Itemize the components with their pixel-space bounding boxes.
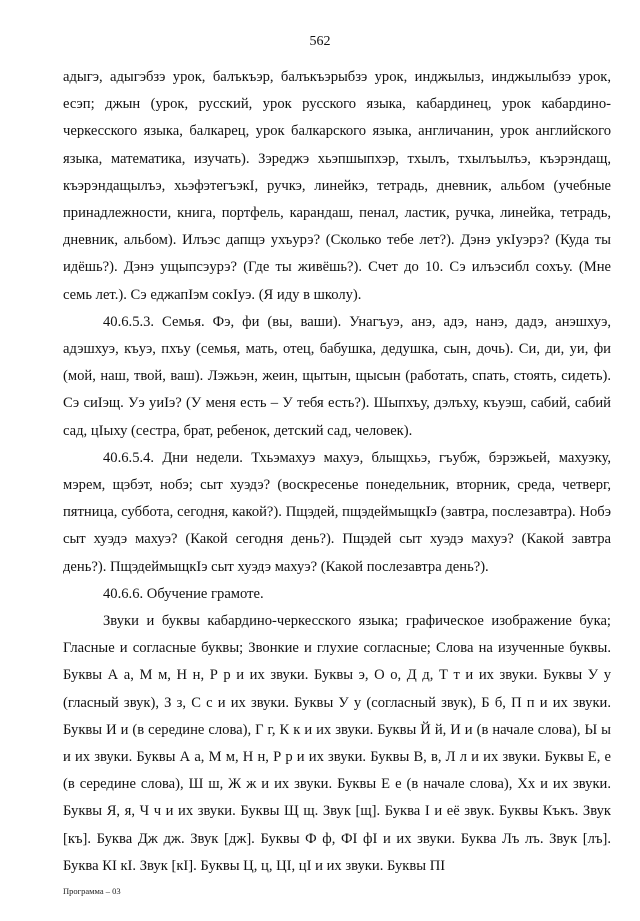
document-body: [63, 64, 611, 880]
paragraph-family: 40.6.5.3. Семья. Фэ, фи (вы, ваши). Унагъуэ, анэ, адэ, нанэ, дадэ, анэшхуэ, адэшхуэ, къуэ, пхъу (семья, мать, отец, бабушка, дедушка, сын, дочь). Си, ди, уи, фи (мой, наш, твой, ваш). Лэжьэн, жеин, щытын, щысын (работать, спать, стоять, сидеть). Сэ сиIэщ. Уэ уиIэ? (У меня есть – У тебя есть?). Шыпхъу, дэлъху, къуэш, сабий, сабий сад, цIыху (сестра, брат, ребенок, детский сад, человек).: [63, 313, 611, 439]
page-number: 562: [309, 34, 331, 49]
paragraph-school-vocabulary: адыгэ, адыгэбзэ урок, балъкъэр, балъкъэрыбзэ урок, инджылыз, инджылыбзэ урок, есэп; джын (урок, русский, урок русского языка, кабардинец, урок кабардино-черкесского языка, балкарец, урок балкарского языка, англичанин, урок английского языка, математика, изучать). Зэреджэ хьэпшыпхэр, тхылъ, тхылъылъэ, къэрэндащ, къэрэндащылъэ, хьэфэтегъэкI, ручкэ, линейкэ, тетрадь, дневник, альбом (учебные принадлежности, книга, портфель, карандаш, пенал, ластик, ручка, линейка, тетрадь, дневник, альбом). Илъэс дапщэ ухъурэ? (Сколько тебе лет?). Дэнэ укIуэрэ? (Куда ты идёшь?). Дэнэ ущыпсэурэ? (Где ты живёшь?). Счет до 10. Сэ илъэсибл сохъу. (Мне семь лет.). Сэ еджапIэм сокIуэ. (Я иду в школу).: [63, 69, 611, 303]
section-heading-literacy: 40.6.6. Обучение грамоте.: [103, 585, 264, 602]
paragraph-sounds-and-letters: Звуки и буквы кабардино-черкесского языка; графическое изображение бука; Гласные и согласные буквы; Звонкие и глухие согласные; Слова на изученные буквы. Буквы А а, М м, Н н, Р р и их звуки. Буквы э, О о, Д д, Т т и их звуки. Буквы У у (гласный звук), З з, С с и их звуки. Буквы У у (согласный звук), Б б, П п и их звуки. Буквы И и (в середине слова), Г г, К к и их звуки. Буквы Й й, И и (в начале слова), Ы ы и их звуки. Буквы А а, М м, Н н, Р р и их звуки. Буквы В, в, Л л и их звуки. Буквы Е, е (в середине слова), Ш ш, Ж ж и их звуки. Буквы Е е (в начале слова), Хх и их звуки. Буквы Я, я, Ч ч и их звуки. Буквы Щ щ. Звук [щ]. Буква I и её звук. Буквы Къкъ. Звук [къ]. Буква Дж дж. Звук [дж]. Буквы Ф ф, ФI фI и их звуки. Буква Лъ лъ. Звук [лъ]. Буква КI кI. Звук [кI]. Буквы Ц, ц, ЦI, цI и их звуки. Буквы ПI: [63, 613, 611, 874]
footer-program-label: Программа – 03: [63, 886, 121, 896]
paragraph-days-of-week: 40.6.5.4. Дни недели. Тхьэмахуэ махуэ, блыщхьэ, гъубж, бэрэжьей, махуэку, мэрем, щэбэт, нобэ; сыт хуэдэ? (воскресенье понедельник, вторник, среда, четверг, пятница, суббота, сегодня, какой?). Пщэдей, пщэдеймыщкIэ (завтра, послезавтра). Нобэ сыт хуэдэ махуэ? (Какой сегодня день?). Пщэдей сыт хуэдэ махуэ? (Какой завтра день?). ПщэдеймыщкIэ сыт хуэдэ махуэ? (Какой послезавтра день?).: [63, 449, 611, 575]
